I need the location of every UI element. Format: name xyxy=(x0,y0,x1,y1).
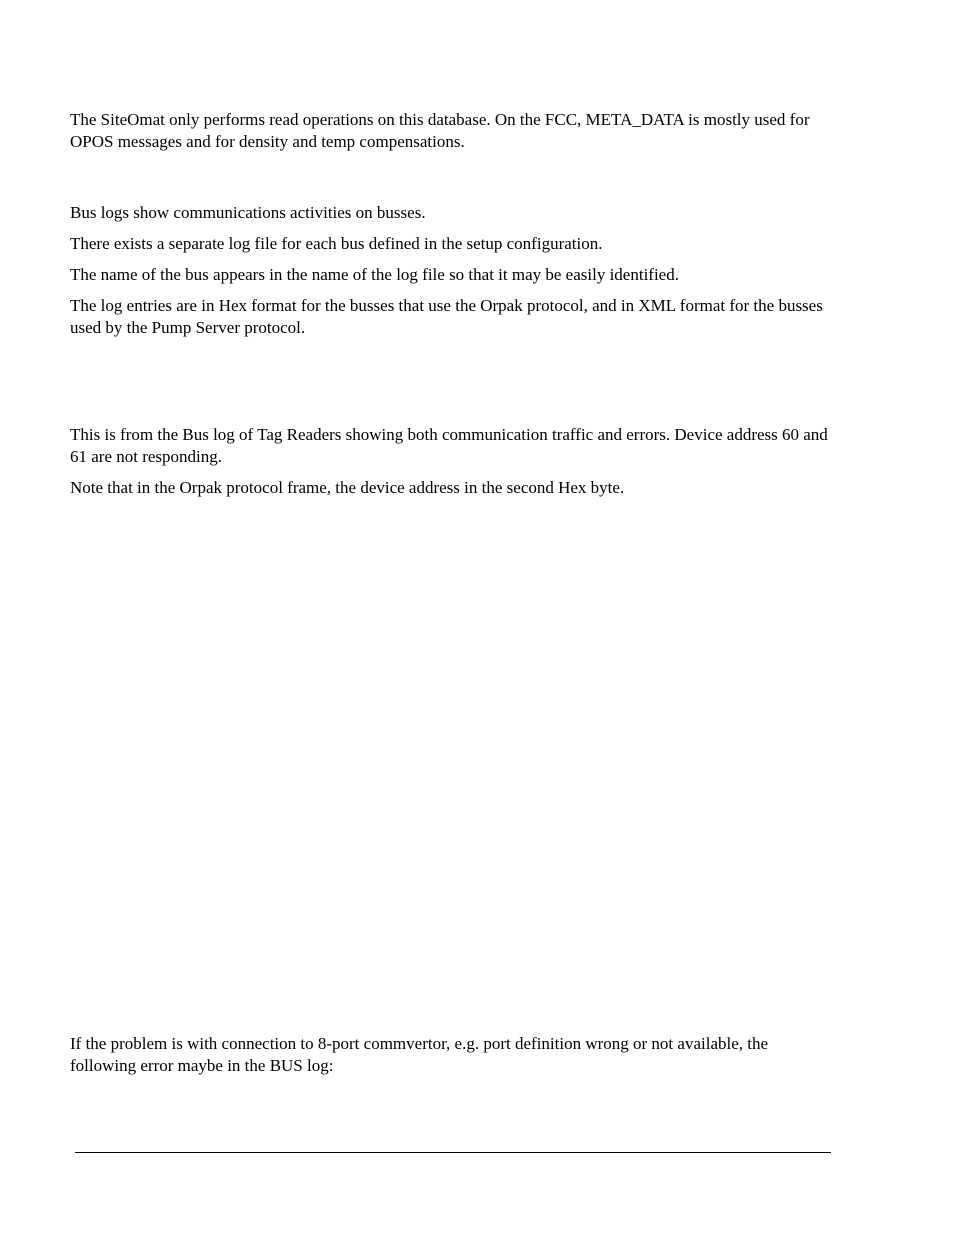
paragraph-orpak-frame-note: Note that in the Orpak protocol frame, the device address in the second Hex byte. xyxy=(70,478,625,497)
paragraph-commvertor-error: If the problem is with connection to 8-port commvertor, e.g. port definition wrong or not available, the following error maybe in the BUS log: xyxy=(70,1034,769,1075)
paragraph-separate-log: There exists a separate log file for each bus defined in the setup configuration. xyxy=(70,234,603,253)
paragraph-bus-name: The name of the bus appears in the name of the log file so that it may be easily identified. xyxy=(70,265,679,284)
paragraph-bus-logs-intro: Bus logs show communications activities on busses. xyxy=(70,203,426,222)
paragraph-metadata-readonly: The SiteOmat only performs read operations on this database. On the FCC, META_DATA is mostly used for OPOS messages and for density and temp compensations. xyxy=(70,110,810,151)
footer-divider xyxy=(75,1152,831,1153)
paragraph-tag-readers-example: This is from the Bus log of Tag Readers showing both communication traffic and errors. Device address 60 and 61 are not responding. xyxy=(70,425,828,466)
paragraph-log-format: The log entries are in Hex format for the busses that use the Orpak protocol, and in XML format for the busses used by the Pump Server protocol. xyxy=(70,296,823,337)
